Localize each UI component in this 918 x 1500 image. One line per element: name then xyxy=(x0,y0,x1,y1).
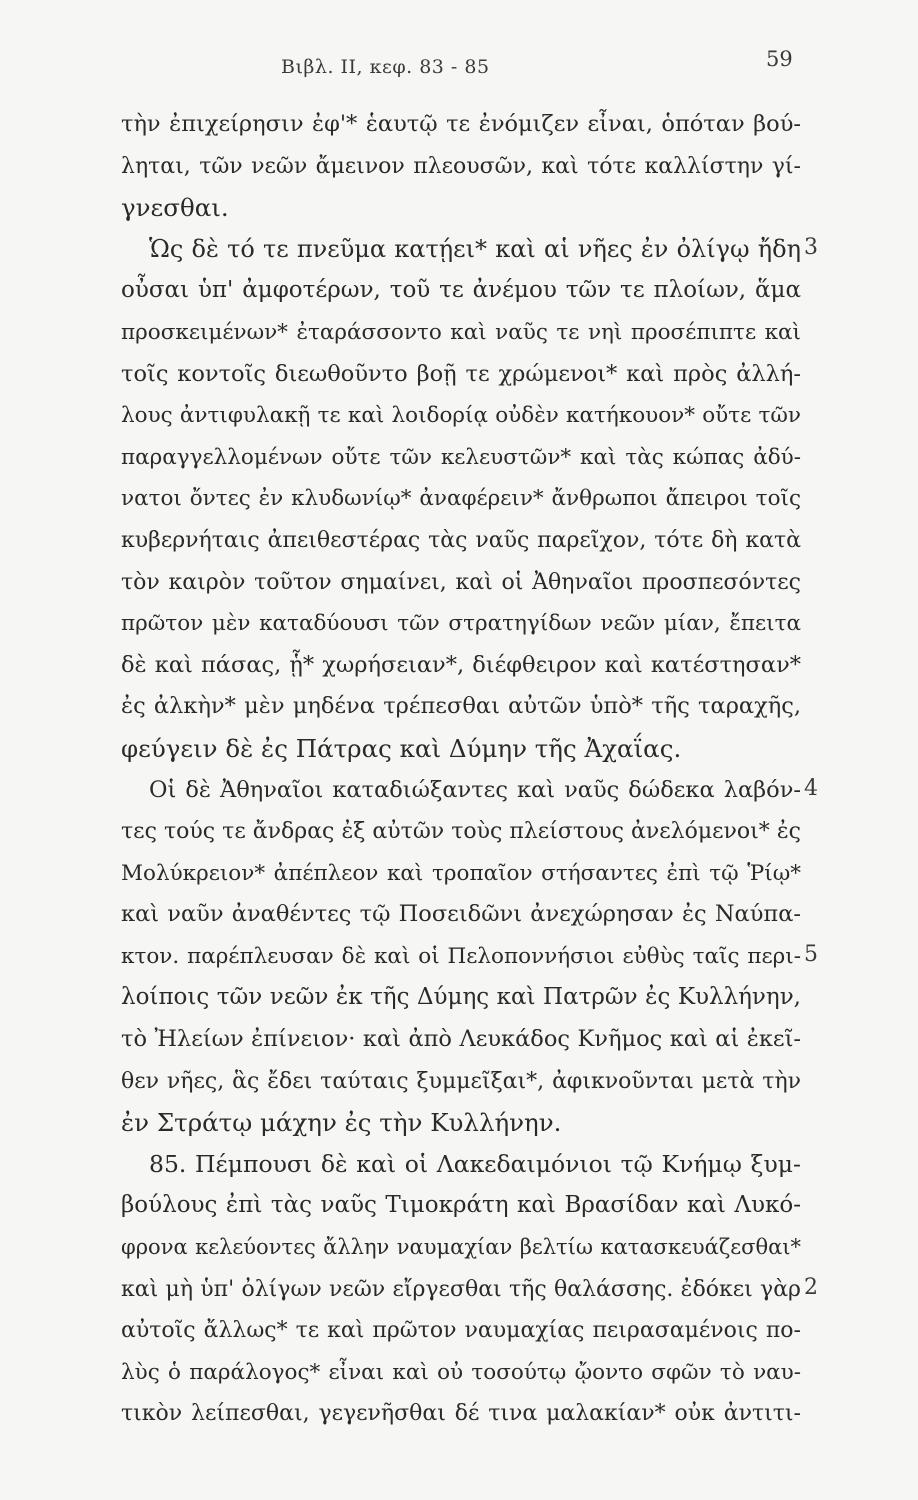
text-line-content: γνεσθαι. xyxy=(121,193,229,223)
text-line-content: φρονα κελεύοντες ἄλλην ναυμαχίαν βελτίω κατασκευάζεσθαι* xyxy=(121,1235,801,1260)
margin-section-number: 3 xyxy=(804,234,818,260)
text-line xyxy=(121,1269,801,1311)
text-line xyxy=(121,1227,801,1269)
text-line-content: ἐν Στράτῳ μάχην ἐς τὴν Κυλλήνην. xyxy=(121,1108,562,1138)
text-line-content: καὶ μὴ ὑπ' ὀλίγων νεῶν εἴργεσθαι τῆς θαλάσσης. ἐδόκει γὰρ xyxy=(121,1276,801,1302)
margin-section-number: 5 xyxy=(804,942,818,967)
text-line xyxy=(121,478,801,520)
text-line-content: τοῖς κοντοῖς διεωθοῦντο βοῇ τε χρώμενοι* καὶ πρὸς ἀλλή- xyxy=(121,360,801,387)
text-line xyxy=(121,645,801,687)
running-head: Βιβλ. II, κεφ. 83 - 85 xyxy=(281,56,490,78)
text-line-content: 85. Πέμπουσι δὲ καὶ οἱ Λακεδαιμόνιοι τῷ Κνήμῳ ξυμ- xyxy=(149,1149,801,1178)
text-line xyxy=(121,354,801,396)
text-line xyxy=(121,977,801,1019)
text-line-content: προσκειμένων* ἐταράσσοντο καὶ ναῦς τε νηὶ προσέπιπτε καὶ xyxy=(121,319,801,345)
text-line-content: δὲ καὶ πάσας, ᾗ* χωρήσειαν*, διέφθειρον καὶ κατέστησαν* xyxy=(121,651,801,678)
text-line-content: τικὸν λείπεσθαι, γεγενῆσθαι δέ τινα μαλακίαν* οὐκ ἀντιτι- xyxy=(121,1401,801,1427)
text-line xyxy=(121,1310,801,1352)
text-line xyxy=(121,520,801,562)
text-line xyxy=(121,603,801,645)
text-line-content: θεν νῆες, ἃς ἔδει ταύταις ξυμμεῖξαι*, ἀφικνοῦνται μετὰ τὴν xyxy=(121,1068,801,1094)
text-line-content: παραγγελλομένων οὔτε τῶν κελευστῶν* καὶ τὰς κώπας ἀδύ- xyxy=(121,444,801,470)
text-line xyxy=(121,312,801,354)
text-line-content: φεύγειν δὲ ἐς Πάτρας καὶ Δύμην τῆς Ἀχαΐας. xyxy=(121,733,682,763)
text-line-content: Ὡς δὲ τό τε πνεῦμα κατῄει* καὶ αἱ νῆες ἐν ὀλίγῳ ἤδη xyxy=(149,234,801,263)
text-line-content: λοίποις τῶν νεῶν ἐκ τῆς Δύμης καὶ Πατρῶν ἐς Κυλλήνην, xyxy=(121,984,801,1011)
text-line xyxy=(121,437,801,479)
text-line xyxy=(121,1061,801,1103)
text-line-content: πρῶτον μὲν καταδύουσι τῶν στρατηγίδων νεῶν μίαν, ἔπειτα xyxy=(121,611,801,637)
text-line-content: αὐτοῖς ἄλλως* τε καὶ πρῶτον ναυμαχίας πειρασαμένοις πο- xyxy=(121,1318,801,1344)
page-number: 59 xyxy=(766,47,793,71)
body-text xyxy=(121,104,801,1435)
text-line xyxy=(121,270,801,312)
text-line xyxy=(121,1352,801,1394)
text-line-content: Μολύκρειον* ἀπέπλεον καὶ τροπαῖον στήσαντες ἐπὶ τῷ Ῥίῳ* xyxy=(121,860,801,886)
text-line-content: καὶ ναῦν ἀναθέντες τῷ Ποσειδῶνι ἀνεχώρησαν ἐς Ναύπα- xyxy=(121,901,801,928)
text-line xyxy=(121,187,801,229)
text-line-content: κτον. παρέπλευσαν δὲ καὶ οἱ Πελοποννήσιοι εὐθὺς ταῖς περι- xyxy=(121,943,801,969)
text-line-content: τὸ Ἠλείων ἐπίνειον· καὶ ἀπὸ Λευκάδος Κνῆμος καὶ αἱ ἐκεῖ- xyxy=(121,1026,801,1053)
text-line xyxy=(121,1393,801,1435)
text-line-content: νατοι ὄντες ἐν κλυδωνίῳ* ἀναφέρειν* ἄνθρωποι ἄπειροι τοῖς xyxy=(121,486,801,512)
text-line xyxy=(121,395,801,437)
text-line xyxy=(121,686,801,728)
text-line xyxy=(121,728,801,770)
margin-section-number: 2 xyxy=(804,1274,818,1300)
text-line xyxy=(121,811,801,853)
text-line-content: λους ἀντιφυλακῇ τε καὶ λοιδορίᾳ οὐδὲν κατήκουον* οὔτε τῶν xyxy=(121,403,801,429)
text-line-content: ἐς ἀλκὴν* μὲν μηδένα τρέπεσθαι αὐτῶν ὑπὸ* τῆς ταραχῆς, xyxy=(121,693,801,720)
text-line xyxy=(121,853,801,895)
text-line xyxy=(121,146,801,188)
text-line-content: Οἱ δὲ Ἀθηναῖοι καταδιώξαντες καὶ ναῦς δώδεκα λαβόν- xyxy=(149,776,801,803)
text-line xyxy=(121,1102,801,1144)
text-line-content: λὺς ὁ παράλογος* εἶναι καὶ οὐ τοσούτῳ ᾤοντο σφῶν τὸ ναυ- xyxy=(121,1359,801,1385)
text-line-content: βούλους ἐπὶ τὰς ναῦς Τιμοκράτη καὶ Βρασίδαν καὶ Λυκό- xyxy=(121,1192,801,1219)
text-line-content: οὖσαι ὑπ' ἀμφοτέρων, τοῦ τε ἀνέμου τῶν τε πλοίων, ἅμα xyxy=(121,277,801,304)
text-line-content: τὸν καιρὸν τοῦτον σημαίνει, καὶ οἱ Ἀθηναῖοι προσπεσόντες xyxy=(121,569,801,595)
text-line xyxy=(121,770,801,812)
text-line xyxy=(121,936,801,978)
text-line-content: τὴν ἐπιχείρησιν ἐφ'* ἑαυτῷ τε ἐνόμιζεν εἶναι, ὁπόταν βού- xyxy=(121,111,801,137)
text-line xyxy=(121,104,801,146)
text-line xyxy=(121,562,801,604)
text-line-content: τες τούς τε ἄνδρας ἐξ αὐτῶν τοὺς πλείστους ἀνελόμενοι* ἐς xyxy=(121,819,801,845)
text-line-content: κυβερνήταις ἀπειθεστέρας τὰς ναῦς παρεῖχον, τότε δὴ κατὰ xyxy=(121,527,801,553)
text-line xyxy=(121,1144,801,1186)
text-line xyxy=(121,894,801,936)
margin-section-number: 4 xyxy=(804,775,818,801)
text-line xyxy=(121,1019,801,1061)
text-line xyxy=(121,1185,801,1227)
text-line-content: ληται, τῶν νεῶν ἄμεινον πλεουσῶν, καὶ τότε καλλίστην γί- xyxy=(121,153,801,179)
text-line xyxy=(121,229,801,271)
